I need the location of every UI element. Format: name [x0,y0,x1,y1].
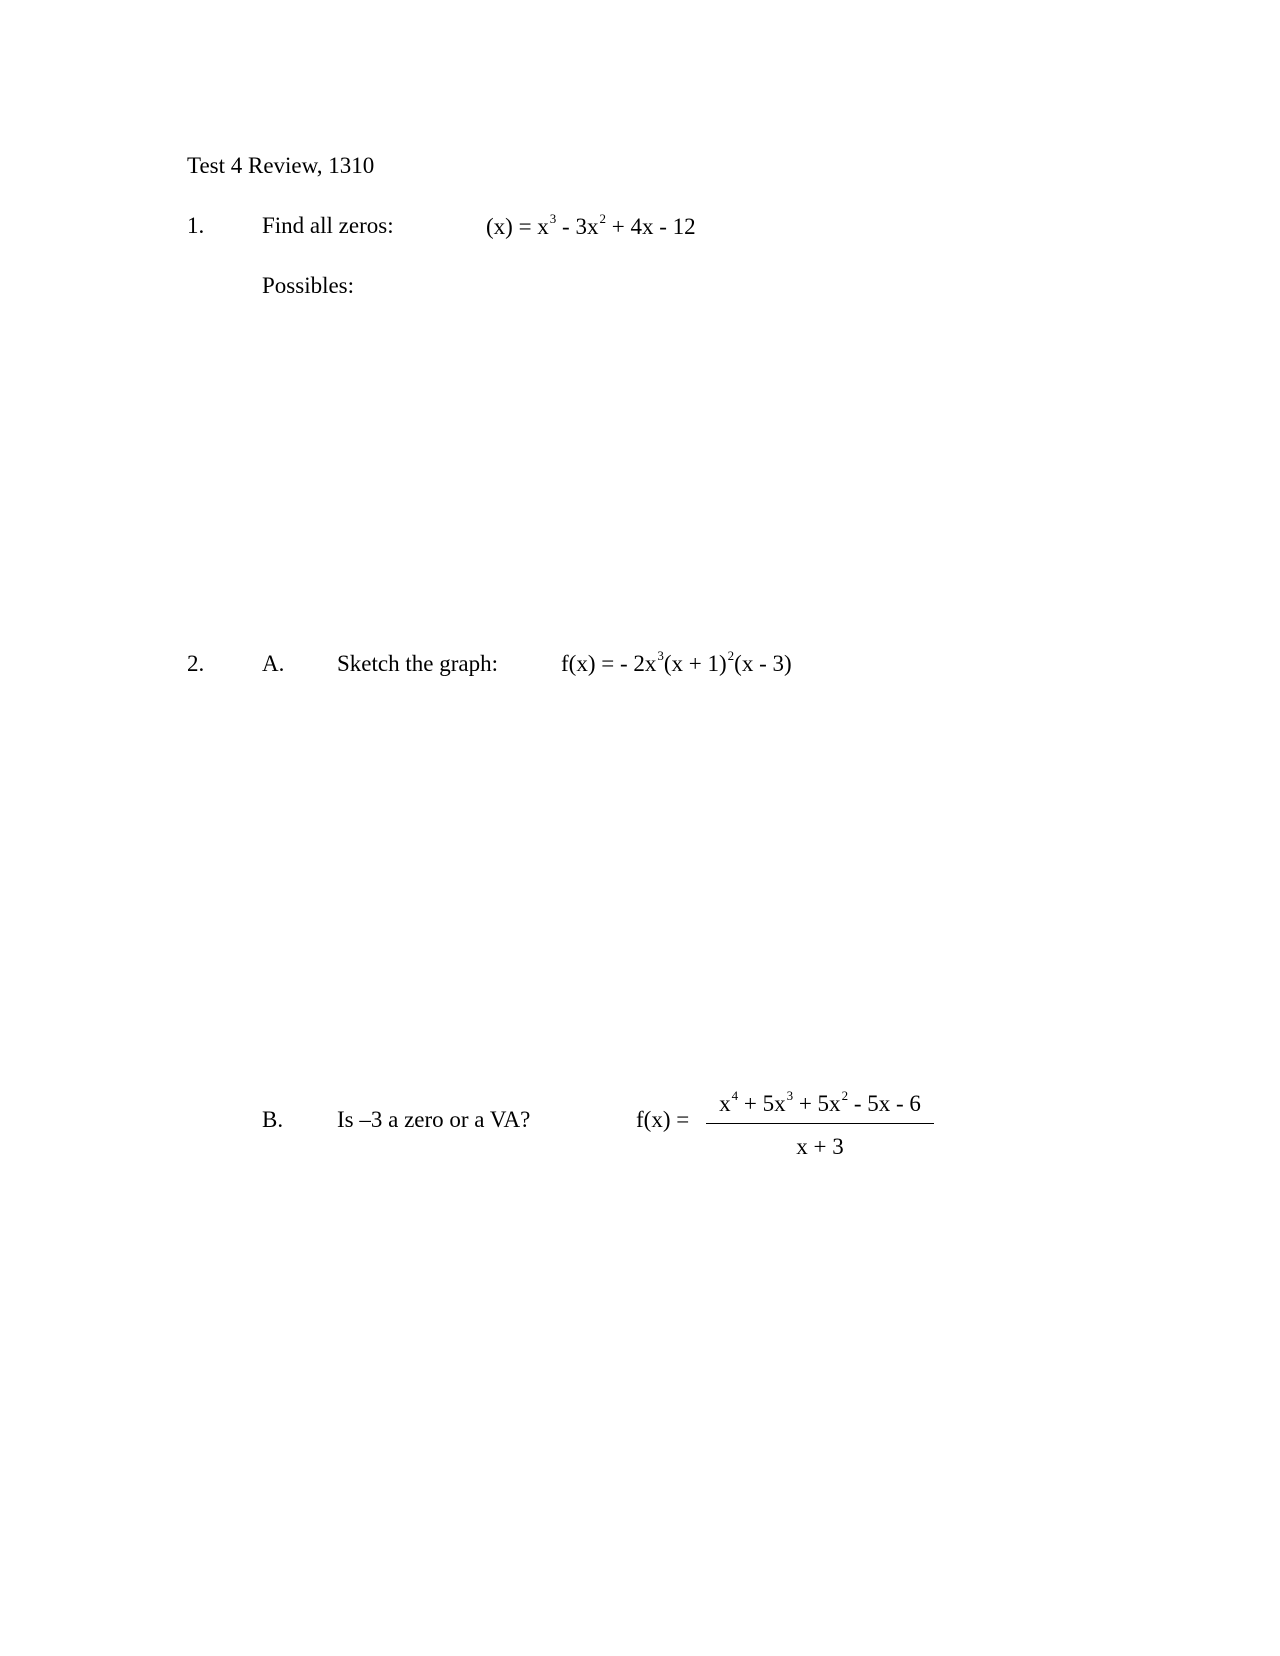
page-title: Test 4 Review, 1310 [187,153,375,178]
function-lhs: f(x) = [561,651,615,676]
term: + 5x [738,1091,786,1116]
part-a-function [561,648,792,676]
question-1-prompt: Find all zeros: [262,213,394,238]
part-b-function-lhs: f(x) = [636,1107,690,1132]
term: (x - 3) [734,651,792,676]
term: + 4x - 12 [605,214,696,239]
question-1-number: 1. [187,213,205,238]
exponent: 4 [731,1088,739,1104]
part-a-prompt: Sketch the graph: [337,651,498,676]
term: - 3x [556,214,599,239]
term: x [537,214,549,239]
part-b-prompt: Is –3 a zero or a VA? [337,1107,531,1132]
exponent: 3 [549,211,557,227]
exponent: 2 [727,648,735,664]
fraction-numerator [706,1088,934,1116]
term: + 5x [793,1091,841,1116]
term: - 5x - 6 [848,1091,921,1116]
fraction-bar [706,1123,934,1124]
function-lhs: (x) = [486,214,532,239]
exponent: 2 [841,1088,849,1104]
term: x [719,1091,731,1116]
question-1-function [486,211,696,239]
exponent: 3 [786,1088,794,1104]
part-b-letter: B. [262,1107,284,1132]
question-2-number: 2. [187,651,205,676]
exponent: 3 [657,648,664,664]
possibles-label: Possibles: [262,273,355,298]
fraction-denominator: x + 3 [796,1134,844,1159]
part-a-letter: A. [262,651,285,676]
term: - 2x [614,651,657,676]
term: (x + 1) [663,651,727,676]
exponent: 2 [599,211,606,227]
